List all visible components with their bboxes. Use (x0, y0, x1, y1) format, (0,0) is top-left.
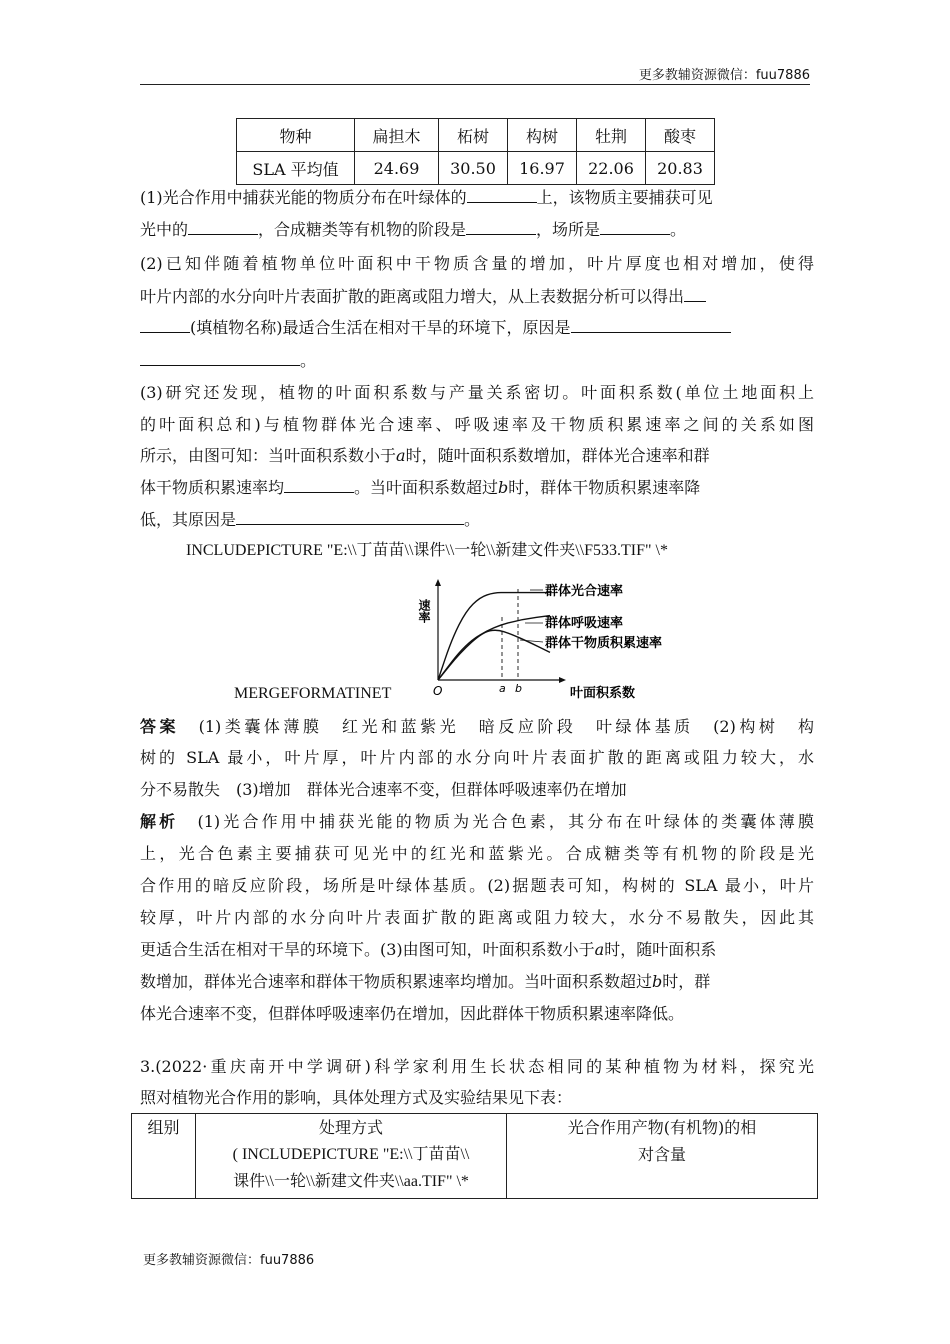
y-axis-arrow (435, 579, 441, 586)
q3-line-5 (140, 510, 814, 530)
table-header-cell (196, 1114, 507, 1199)
marker-a-label: a (499, 682, 506, 695)
sla-table (236, 118, 715, 185)
table-header-cell (507, 1114, 818, 1199)
q2-line-3 (140, 318, 814, 338)
variable-a: a (594, 940, 605, 959)
text: 数增加，群体光合速率和群体干物质积累速率均增加。当叶面积系数超过 (140, 972, 653, 991)
y-axis-label: 速率 (417, 599, 431, 623)
variable-b: b (652, 972, 663, 991)
q4-line-2: 照对植物光合作用的影响，具体处理方式及实验结果见下表： (140, 1088, 573, 1107)
text: 体干物质积累速率均 (140, 478, 285, 497)
text: 上，该物质主要捕获可见 (536, 188, 713, 207)
x-axis-arrow (559, 677, 566, 683)
analysis-line-3: 合作用的暗反应阶段，场所是叶绿体基质。(2)据题表可知，构树的 SLA 最小，叶片 (140, 876, 814, 895)
answer-line-1 (140, 717, 814, 737)
table-row (237, 152, 715, 185)
field-code-includepicture: INCLUDEPICTURE "E:\\丁苗苗\\课件\\一轮\\新建文件夹\\F533.TIF" \* (186, 542, 668, 559)
series-line-respiration (438, 616, 550, 680)
table-header-cell: 扁担木 (355, 119, 439, 152)
text: (1)光合作用中捕获光能的物质为光合色素，其分布在叶绿体的类囊体薄膜 (197, 812, 814, 831)
table-row (237, 119, 715, 152)
header-text: 更多教辅资源微信：fuu7886 (638, 68, 810, 83)
q4-line-1: 3.(2022·重庆南开中学调研)科学家利用生长状态相同的某种植物为材料，探究光 (140, 1057, 814, 1076)
marker-b-label: b (515, 682, 522, 695)
analysis-line-1 (140, 812, 814, 832)
analysis-line-5 (140, 940, 814, 960)
footer-text: 更多教辅资源微信：fuu7886 (143, 1253, 315, 1268)
table-header-cell: 物种 (237, 119, 355, 152)
series-label: 群体干物质积累速率 (545, 636, 663, 651)
q2-line-1: (2)已知伴随着植物单位叶面积中干物质含量的增加，叶片厚度也相对增加，使得 (140, 254, 814, 273)
answer-blank (571, 318, 731, 333)
header-rule (140, 84, 810, 85)
answer-line-2: 树的 SLA 最小，叶片厚，叶片内部的水分向叶片表面扩散的距离或阻力较大，水 (140, 748, 814, 767)
text: 光合作用产物(有机物)的相 (567, 1118, 757, 1137)
text: 组别 (147, 1118, 180, 1137)
table-header-cell: 柘树 (439, 119, 508, 152)
text: (1)光合作用中捕获光能的物质分布在叶绿体的 (140, 188, 467, 207)
answer-blank (600, 220, 670, 235)
q3-line-3 (140, 446, 814, 466)
text: 。 (300, 351, 317, 370)
answer-blank (467, 188, 537, 203)
field-code-mergeformat: MERGEFORMATINET (234, 685, 392, 702)
text: (1)类囊体薄膜 红光和蓝紫光 暗反应阶段 叶绿体基质 (2)构树 构 (198, 717, 814, 736)
answer-blank (236, 510, 464, 525)
q3-line-2: 的叶面积总和)与植物群体光合速率、呼吸速率及干物质积累速率之间的关系如图 (140, 415, 814, 434)
text: 时，随叶面积系数增加，群体光合速率和群 (405, 446, 710, 465)
text: 课件\\一轮\\新建文件夹\\aa.TIF" \* (233, 1173, 469, 1190)
text: 。 (464, 510, 481, 529)
answer-line-3: 分不易散失 (3)增加 群体光合速率不变，但群体呼吸速率仍在增加 (140, 780, 627, 799)
analysis-line-4: 较厚，叶片内部的水分向叶片表面扩散的距离或阻力较大，水分不易散失，因此其 (140, 908, 814, 927)
analysis-line-6 (140, 972, 814, 992)
q3-line-1: (3)研究还发现，植物的叶面积系数与产量关系密切。叶面积系数(单位土地面积上 (140, 383, 814, 402)
table-row (132, 1114, 818, 1199)
q1-line-1 (140, 188, 814, 208)
text: 所示，由图可知：当叶面积系数小于 (140, 446, 397, 465)
series-line-dry-matter (438, 630, 550, 680)
answer-blank (188, 220, 258, 235)
table-header-cell: 构树 (508, 119, 577, 152)
series-label: 群体光合速率 (545, 584, 624, 599)
variable-a: a (396, 446, 406, 465)
table-cell: 22.06 (577, 152, 646, 185)
text: 叶片内部的水分向叶片表面扩散的距离或阻力增大，从上表数据分析可以得出 (140, 287, 685, 306)
table-header-cell (132, 1114, 196, 1199)
series-label: 群体呼吸速率 (545, 616, 624, 631)
analysis-label: 解析 (140, 812, 179, 831)
text: 对含量 (637, 1145, 686, 1164)
text: 时，群体干物质积累速率降 (508, 478, 701, 497)
q1-line-2 (140, 220, 814, 240)
answer-blank (466, 220, 536, 235)
answer-label: 答案 (140, 717, 180, 736)
text: 。当叶面积系数超过 (354, 478, 499, 497)
origin-label: O (433, 684, 443, 698)
q2-line-2 (140, 287, 814, 307)
variable-b: b (498, 478, 509, 497)
x-axis-label: 叶面积系数 (570, 686, 636, 701)
table-cell: 24.69 (355, 152, 439, 185)
text: ，场所是 (536, 220, 601, 239)
table-header-cell: 牡荆 (577, 119, 646, 152)
q2-line-4 (140, 351, 814, 371)
text: ，合成糖类等有机物的阶段是 (258, 220, 467, 239)
text: 时，群 (662, 972, 711, 991)
text: ( INCLUDEPICTURE "E:\\丁苗苗\\ (232, 1146, 470, 1163)
table-row-label: SLA 平均值 (237, 152, 355, 185)
leaf-area-chart (410, 577, 710, 701)
text: 时，随叶面积系 (604, 940, 717, 959)
analysis-line-2: 上，光合色素主要捕获可见光中的红光和蓝紫光。合成糖类等有机物的阶段是光 (140, 844, 814, 863)
answer-blank (284, 478, 354, 493)
label-leader (520, 640, 543, 642)
text: 光中的 (140, 220, 189, 239)
analysis-line-7: 体光合速率不变，但群体呼吸速率仍在增加，因此群体干物质积累速率降低。 (140, 1004, 685, 1023)
group-table (131, 1113, 818, 1199)
text: 低，其原因是 (140, 510, 237, 529)
text: 。 (670, 220, 687, 239)
table-cell: 16.97 (508, 152, 577, 185)
q3-line-4 (140, 478, 814, 498)
table-header-cell: 酸枣 (646, 119, 715, 152)
text: (填植物名称)最适合生活在相对干旱的环境下，原因是 (190, 318, 571, 337)
answer-blank (140, 318, 190, 333)
series-line-photosynthesis (438, 593, 550, 680)
table-cell: 30.50 (439, 152, 508, 185)
answer-blank (684, 287, 706, 302)
answer-blank (140, 351, 300, 366)
text: 更适合生活在相对干旱的环境下。(3)由图可知，叶面积系数小于 (140, 940, 595, 959)
table-cell: 20.83 (646, 152, 715, 185)
text: 处理方式 (318, 1118, 383, 1137)
